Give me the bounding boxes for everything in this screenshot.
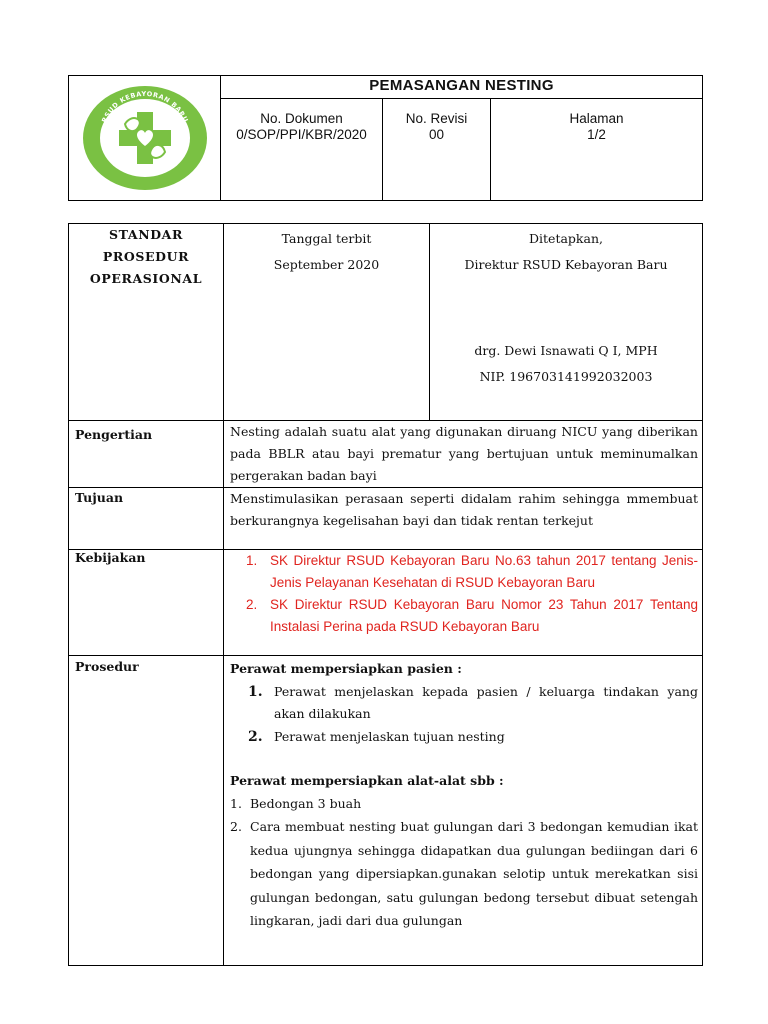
issue-date-cell	[224, 224, 430, 421]
kebijakan-item-number: 1.	[246, 553, 258, 568]
sop-label-line1: STANDAR	[109, 227, 183, 242]
prosedur-heading-1: Perawat mempersiapkan pasien :	[230, 661, 462, 676]
page-cell	[491, 99, 703, 201]
doc-number-value: 0/SOP/PPI/KBR/2020	[236, 127, 367, 143]
prosedur-step-number: 2.	[248, 728, 263, 745]
logo-cell	[69, 76, 221, 201]
revision-cell	[383, 99, 491, 201]
tujuan-label: Tujuan	[69, 488, 224, 550]
alat-step	[230, 793, 698, 816]
approval-by: Direktur RSUD Kebayoran Baru	[464, 257, 668, 272]
prosedur-step	[248, 681, 698, 726]
revision-label: No. Revisi	[405, 111, 468, 127]
issue-date: September 2020	[273, 257, 380, 272]
kebijakan-item-text: SK Direktur RSUD Kebayoran Baru No.63 tahun 2017 tentang Jenis-Jenis Pelayanan Kesehatan di RSUD Kebayoran Baru	[270, 553, 698, 590]
prosedur-step-text: Perawat menjelaskan kepada pasien / keluarga tindakan yang akan dilakukan	[274, 683, 698, 721]
kebijakan-item-number: 2.	[246, 597, 258, 612]
prosedur-step-number: 1.	[248, 683, 263, 700]
approval-cell	[430, 224, 703, 421]
rsud-logo-icon	[81, 84, 209, 192]
logo-ring-text-top: RSUD KEBAYORAN BARU	[99, 89, 190, 124]
alat-step-text: Cara membuat nesting buat gulungan dari 3 bedongan kemudian ikat kedua ujungnya sehingga didapatkan dua gulungan bediingan dari 6 bedongan yang dipersiapkan.gunakan selotip untuk merekatkan sisi gulungan bedongan, satu gulungan bedong tersebut dibuat setengah lingkaran, jadi dari dua gulungan	[250, 819, 698, 928]
kebijakan-item-text: SK Direktur RSUD Kebayoran Baru Nomor 23 Tahun 2017 Tentang Instalasi Perina pada RSUD Kebayoran Baru	[270, 597, 698, 634]
kebijakan-label: Kebijakan	[69, 550, 224, 656]
sop-label-cell	[69, 224, 224, 421]
sop-label-line3: OPERASIONAL	[89, 271, 203, 286]
kebijakan-item	[246, 550, 698, 594]
alat-step	[230, 815, 698, 933]
sop-table	[68, 223, 703, 966]
pengertian-text: Nesting adalah suatu alat yang digunakan diruang NICU yang diberikan pada BBLR atau bayi prematur yang bertujuan untuk meminumalkan pergerakan badan bayi	[224, 421, 703, 488]
doc-number-label: No. Dokumen	[260, 111, 343, 127]
document-header-table	[68, 75, 703, 201]
approval-label: Ditetapkan,	[529, 231, 603, 246]
doc-number-cell	[221, 99, 383, 201]
tujuan-text: Menstimulasikan perasaan seperti didalam rahim sehingga mmembuat berkurangnya kegelisahan bayi dan tidak rentan terkejut	[224, 488, 703, 550]
prosedur-label: Prosedur	[69, 656, 224, 966]
sop-label-line2: PROSEDUR	[102, 249, 190, 264]
pengertian-label: Pengertian	[69, 421, 224, 488]
issue-label: Tanggal terbit	[281, 231, 372, 246]
prosedur-heading-2: Perawat mempersiapkan alat-alat sbb :	[230, 773, 504, 788]
signatory-name: drg. Dewi Isnawati Q I, MPH	[474, 343, 658, 358]
prosedur-step	[248, 726, 698, 749]
alat-step-number: 1.	[230, 795, 242, 811]
revision-value: 00	[428, 127, 445, 143]
prosedur-step-text: Perawat menjelaskan tujuan nesting	[274, 728, 505, 744]
signatory-nip: NIP. 196703141992032003	[479, 369, 653, 384]
document-title: PEMASANGAN NESTING	[221, 76, 703, 99]
page-value: 1/2	[587, 127, 606, 143]
kebijakan-item	[246, 594, 698, 638]
logo-ring-text-bottom: JAKARTA SELATAN	[109, 152, 180, 176]
alat-step-text: Bedongan 3 buah	[250, 795, 362, 811]
kebijakan-cell	[224, 550, 703, 656]
page-label: Halaman	[569, 111, 624, 127]
prosedur-cell	[224, 656, 703, 966]
alat-step-number: 2.	[230, 819, 242, 834]
